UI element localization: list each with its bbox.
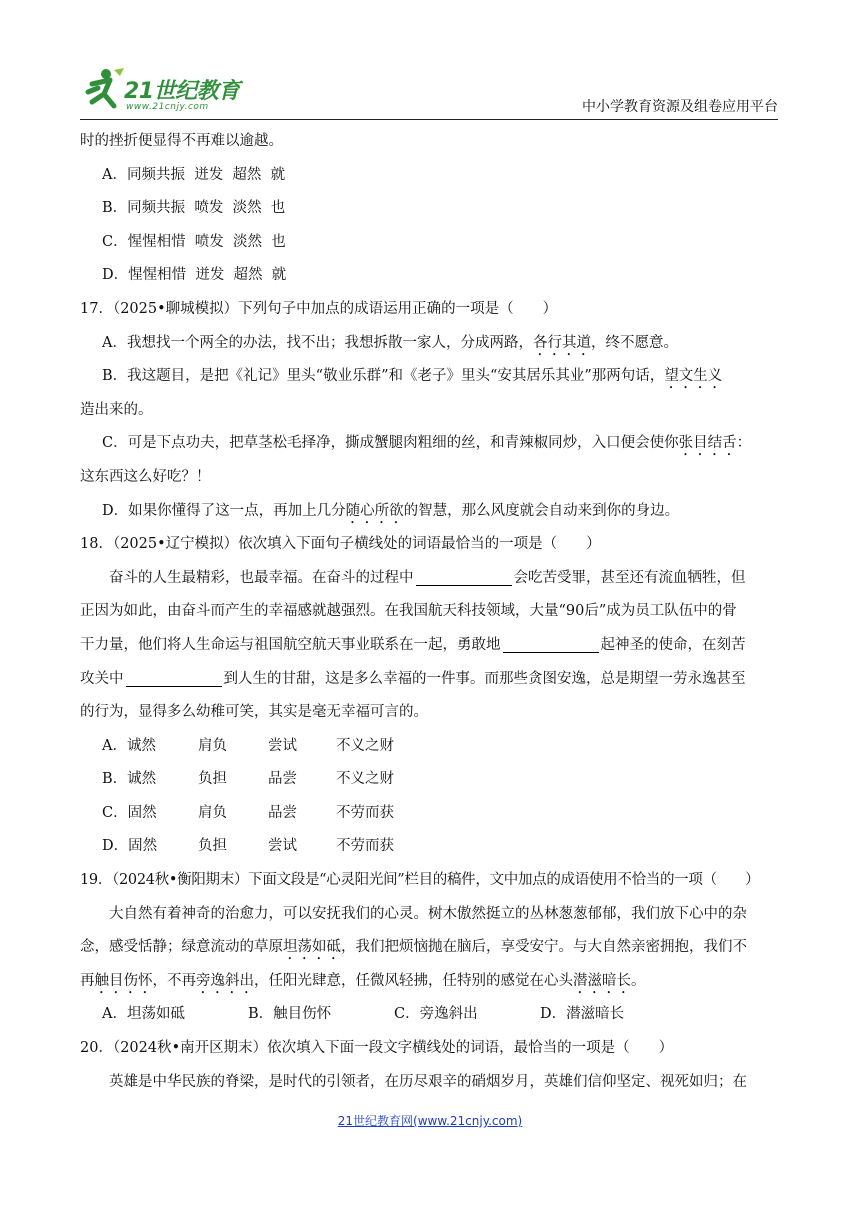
- option-a: A．坦荡如砥: [102, 1006, 185, 1023]
- q19-passage-line: [80, 931, 780, 965]
- option-word: 肩负: [198, 737, 227, 754]
- text: 起神圣的使命，在刻苦: [600, 636, 746, 653]
- text: 奋斗的人生最精彩，也最幸福。在奋斗的过程中: [109, 569, 414, 586]
- text: ，我们把烦恼抛在脑后，享受安宁。与大自然亲密拥抱，我们不: [341, 939, 747, 956]
- option-b: B．触目伤怀: [248, 1006, 332, 1023]
- logo-text: 21世纪教育: [124, 79, 240, 104]
- runner-logo-icon: [80, 66, 126, 112]
- text: ：: [736, 435, 752, 452]
- text: 干力量，他们将人生命运与祖国航空航天事业联系在一起，勇敢地: [80, 636, 501, 653]
- fill-blank: [416, 565, 512, 586]
- q20-stem: 20．（2024秋•南开区期末）依次填入下面一段文字横线处的词语，最恰当的一项是（ ）: [80, 1040, 674, 1057]
- option-word: 负担: [198, 771, 227, 788]
- page-footer: [0, 1112, 860, 1129]
- text: D．如果你懂得了这一点，再加上几分: [102, 502, 346, 519]
- text: ，任阳光肆意，任微风轻拂，任特别的感觉在心头: [254, 972, 573, 989]
- option-word: 负担: [198, 838, 227, 855]
- q17-option-b: [80, 360, 780, 394]
- text-line: 时的挫折便显得不再难以逾越。: [80, 133, 283, 149]
- q19-stem: 19．（2024秋•衡阳期末）下面文段是“心灵阳光间”栏目的稿件，文中加点的成语使用不恰当的一项（ ）: [80, 872, 760, 889]
- q19-passage-line: 大自然有着神奇的治愈力，可以安抚我们的心灵。树木傲然挺立的丛林葱葱郁郁，我们放下心中的杂: [109, 905, 747, 922]
- q18-stem: 18．（2025•辽宁模拟）依次填入下面句子横线处的词语最恰当的一项是（ ）: [80, 536, 601, 553]
- q18-option-a: [80, 730, 780, 764]
- text: 再: [80, 972, 95, 989]
- logo-url: www.21cnjy.com: [126, 102, 209, 112]
- footer-link[interactable]: 21世纪教育网(www.21cnjy.com): [337, 1114, 523, 1128]
- text: C．可是下点功夫，把草茎松毛择净，撕成蟹腿肉粗细的丝，和青辣椒同炒，入口便会使你: [102, 435, 679, 452]
- page-header: [80, 62, 778, 120]
- q19-options: [80, 998, 780, 1032]
- q18-option-b: [80, 763, 780, 797]
- text: 攻关中: [80, 670, 124, 687]
- q18-passage-line: [80, 629, 780, 663]
- dotted-idiom: 潜滋暗长: [573, 972, 631, 989]
- dotted-idiom: 张目结舌: [678, 435, 737, 452]
- option-d: D．潜滋暗长: [540, 1006, 625, 1023]
- option-word: 不劳而获: [336, 838, 394, 855]
- q18-passage-line: [80, 663, 780, 697]
- q19-passage-line: [80, 965, 780, 999]
- text: 的智慧，那么风度就会自动来到你的身边。: [403, 502, 680, 519]
- text: 到人生的甘甜，这是多么幸福的一件事。而那些贪图安逸，总是期望一劳永逸甚至: [223, 670, 746, 687]
- q18-passage-line: [80, 562, 780, 596]
- option-c: C．旁逸斜出: [394, 1006, 478, 1023]
- option-word: 肩负: [198, 804, 227, 821]
- q16-option-b: B．同频共振 喷发 淡然 也: [102, 200, 286, 217]
- text: 会吃苦受罪，甚至还有流血牺牲，但: [513, 569, 746, 586]
- text: 。: [631, 972, 646, 989]
- option-word: 不义之财: [336, 737, 394, 754]
- q20-passage-line: 英雄是中华民族的脊梁，是时代的引领者，在历尽艰辛的硝烟岁月，英雄们信仰坚定、视死如归；在: [109, 1073, 747, 1090]
- text: B．我这题目，是把《礼记》里头“敬业乐群”和《老子》里头“安其居乐其业”那两句话，: [102, 368, 665, 385]
- logo: [80, 66, 270, 116]
- q18-passage-line: 的行为，显得多么幼稚可笑，其实是毫无幸福可言的。: [80, 704, 428, 721]
- q17-option-c: [80, 427, 780, 461]
- option-word: 不劳而获: [336, 804, 394, 821]
- option-label: A．诚然: [102, 737, 156, 754]
- option-word: 尝试: [268, 838, 297, 855]
- q17-stem: 17．（2025•聊城模拟）下列句子中加点的成语运用正确的一项是（ ）: [80, 300, 558, 317]
- text-line: 造出来的。: [80, 401, 153, 418]
- option-label: B．诚然: [102, 771, 157, 788]
- dotted-idiom: 触目伤怀: [94, 972, 153, 989]
- dotted-idiom: 望文生义: [664, 368, 723, 385]
- q18-option-c: [80, 797, 780, 831]
- option-word: 尝试: [268, 737, 297, 754]
- option-word: 品尝: [268, 771, 297, 788]
- option-word: 不义之财: [336, 771, 394, 788]
- dotted-idiom: 坦荡如砥: [283, 939, 341, 956]
- header-divider: [80, 119, 778, 120]
- q16-option-d: D．惺惺相惜 迸发 超然 就: [102, 267, 287, 284]
- text: ，终不愿意。: [590, 334, 678, 351]
- q18-option-d: [80, 830, 780, 864]
- platform-title: 中小学教育资源及组卷应用平台: [582, 99, 778, 115]
- fill-blank: [503, 632, 599, 653]
- q16-option-a: A．同频共振 迸发 超然 就: [102, 166, 286, 183]
- text: 念，感受恬静；绿意流动的草原: [80, 939, 283, 956]
- text-line: 这东西这么好吃？！: [80, 468, 211, 485]
- q17-option-d: [80, 495, 780, 529]
- dotted-idiom: 旁逸斜出: [196, 972, 254, 989]
- option-word: 品尝: [268, 804, 297, 821]
- option-label: C．固然: [102, 804, 157, 821]
- q17-option-a: [80, 327, 780, 361]
- q18-passage-line: 正因为如此，由奋斗而产生的幸福感就越强烈。在我国航天科技领域，大量“90后”成为员工队伍中的骨: [80, 603, 737, 620]
- q16-option-c: C．惺惺相惜 喷发 淡然 也: [102, 233, 286, 250]
- dotted-idiom: 随心所欲: [345, 502, 404, 519]
- text: ，不再: [152, 972, 196, 989]
- dotted-idiom: 各行其道: [532, 334, 591, 351]
- question-content: [80, 125, 780, 1099]
- fill-blank: [126, 666, 222, 687]
- text: A．我想找一个两全的办法，找不出；我想拆散一家人，分成两路，: [102, 334, 533, 351]
- option-label: D．固然: [102, 838, 158, 855]
